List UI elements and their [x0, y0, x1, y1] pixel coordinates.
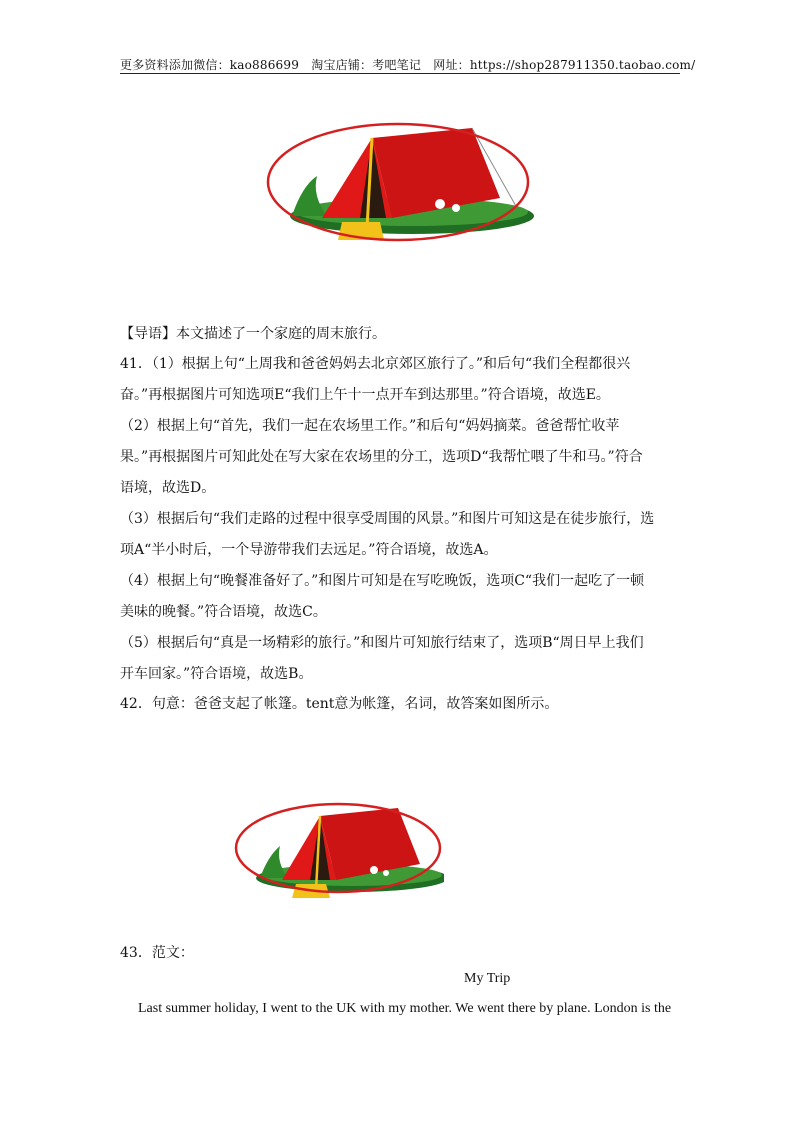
text-line-9: （4）根据上句“晚餐准备好了。”和图片可知是在写吃晚饭，选项C“我们一起吃了一顿: [120, 573, 645, 589]
text-line-6: 语境，故选D。: [120, 480, 216, 496]
tent-image-top: [262, 118, 534, 244]
text-line-2: 41．（1）根据上句“上周我和爸爸妈妈去北京郊区旅行了。”和后句“我们全程都很兴: [120, 356, 631, 372]
essay-title: My Trip: [464, 971, 511, 986]
text-line-13: 42．句意：爸爸支起了帐篷。tent意为帐篷，名词，故答案如图所示。: [120, 696, 559, 712]
page-header: 更多资料添加微信：kao886699 淘宝店铺：考吧笔记 网址：https://shop287911350.taobao.com/: [120, 58, 696, 72]
text-line-11: （5）根据后句“真是一场精彩的旅行。”和图片可知旅行结束了，选项B“周日早上我们: [120, 635, 644, 651]
text-line-10: 美味的晚餐。”符合语境，故选C。: [120, 604, 327, 620]
text-line-3: 奋。”再根据图片可知选项E“我们上午十一点开车到达那里。”符合语境，故选E。: [120, 387, 610, 403]
text-line-1: 【导语】本文描述了一个家庭的周末旅行。: [120, 326, 386, 342]
text-line-8: 项A“半小时后，一个导游带我们去远足。”符合语境，故选A。: [120, 542, 498, 558]
tent-image-answer: [234, 800, 444, 900]
header-divider: [120, 73, 680, 74]
text-line-4: （2）根据上句“首先，我们一起在农场里工作。”和后句“妈妈摘菜。爸爸帮忙收苹: [120, 418, 620, 434]
text-line-7: （3）根据后句“我们走路的过程中很享受周围的风景。”和图片可知这是在徒步旅行，选: [120, 511, 655, 527]
text-line-12: 开车回家。”符合语境，故选B。: [120, 666, 313, 682]
text-line-14: 43．范文：: [120, 945, 194, 961]
essay-first-line: Last summer holiday, I went to the UK with my mother. We went there by plane. London is the: [138, 1001, 672, 1016]
text-line-5: 果。”再根据图片可知此处在写大家在农场里的分工，选项D“我帮忙喂了牛和马。”符合: [120, 449, 643, 465]
